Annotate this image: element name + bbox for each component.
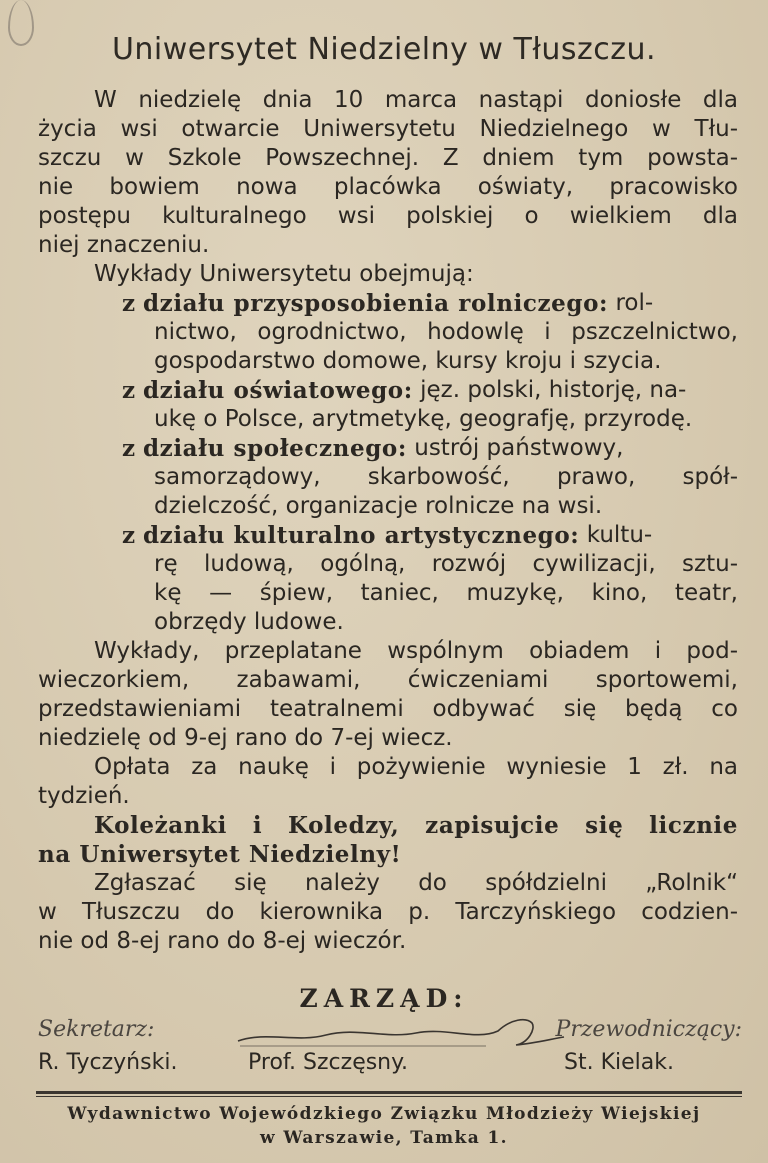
footer-rule-thin <box>36 1096 742 1097</box>
text-line: w Tłuszczu do kierownika p. Tarczyńskiego codzien- <box>38 899 738 925</box>
text-line: nie bowiem nowa placówka oświaty, pracowisko <box>38 174 738 200</box>
section-heading-line <box>38 289 738 318</box>
text-line: Zgłaszać się należy do spółdzielni „Rolnik“ <box>94 870 738 896</box>
chair-name: St. Kielak. <box>564 1050 674 1075</box>
section-heading-line <box>38 521 738 550</box>
text-line: samorządowy, skarbowość, prawo, spół- <box>154 464 738 490</box>
section-prefix: z <box>122 435 136 462</box>
board-roles <box>38 1017 742 1047</box>
text-line: postępu kulturalnego wsi polskiej o wielkiem dla <box>38 203 738 229</box>
text-line: obrzędy ludowe. <box>154 609 344 635</box>
text-line: wieczorkiem, zabawami, ćwiczeniami sportowemi, <box>38 667 738 693</box>
director-name: Prof. Szczęsny. <box>248 1050 409 1075</box>
text-line: niedzielę od 9-ej rano do 7-ej wiecz. <box>38 725 453 751</box>
text-line: Wykłady, przeplatane wspólnym obiadem i pod- <box>94 638 738 664</box>
text-line: Opłata za naukę i pożywienie wyniesie 1 zł. na <box>94 754 739 780</box>
section-text: kultu- <box>586 522 653 548</box>
secretary-role: Sekretarz: <box>38 1017 155 1042</box>
secretary-name: R. Tyczyński. <box>38 1050 178 1075</box>
page-title: Uniwersytet Niedzielny w Tłuszczu. <box>111 32 657 67</box>
chair-role: Przewodniczący: <box>555 1017 742 1042</box>
publisher-address: w Warszawie, Tamka 1. <box>259 1128 508 1148</box>
board-names <box>38 1050 742 1080</box>
text-line: gospodarstwo domowe, kursy kroju i szycia. <box>154 348 662 374</box>
text-line: szczu w Szkole Powszechnej. Z dniem tym powsta- <box>38 145 738 171</box>
board-heading: ZARZĄD: <box>299 984 469 1013</box>
text-line: kę — śpiew, taniec, muzykę, kino, teatr, <box>154 580 738 606</box>
text-line: tydzień. <box>38 783 130 809</box>
section-text: rol- <box>615 290 654 316</box>
lectures-intro: Wykłady Uniwersytetu obejmują: <box>94 261 474 287</box>
text-line: W niedzielę dnia 10 marca nastąpi doniosłe dla <box>94 87 739 113</box>
appeal-line: Koleżanki i Koledzy, zapisujcie się licznie <box>94 812 738 839</box>
text-line: nie od 8-ej rano do 8-ej wieczór. <box>38 928 407 954</box>
text-line: nictwo, ogrodnictwo, hodowlę i pszczelnictwo, <box>154 319 738 345</box>
footer-rule-thick <box>36 1091 742 1094</box>
section-heading: działu oświatowego: <box>142 377 413 404</box>
publisher-footer <box>0 1102 768 1150</box>
text-line: przedstawieniami teatralnemi odbywać się będą co <box>38 696 738 722</box>
text-line: życia wsi otwarcie Uniwersytetu Niedzielnego w Tłu- <box>38 116 738 142</box>
text-line: ukę o Polsce, arytmetykę, geografję, przyrodę. <box>154 406 693 432</box>
section-text: jęz. polski, historję, na- <box>420 377 687 403</box>
publisher-line: Wydawnictwo Wojewódzkiego Związku Młodzieży Wiejskiej <box>67 1104 701 1124</box>
section-prefix: z <box>122 522 136 549</box>
section-heading-line <box>38 434 738 463</box>
section-heading: działu przysposobienia rolniczego: <box>142 290 609 317</box>
section-prefix: z <box>122 377 136 404</box>
text-line: rę ludową, ogólną, rozwój cywilizacji, sztu- <box>154 551 738 577</box>
section-heading-line <box>38 376 738 405</box>
appeal-line: na Uniwersytet Niedzielny! <box>38 841 402 868</box>
text-line: dzielczość, organizacje rolnicze na wsi. <box>154 493 603 519</box>
director-role-handwritten <box>236 1013 566 1053</box>
section-prefix: z <box>122 290 136 317</box>
text-line: niej znaczeniu. <box>38 232 210 258</box>
document-body <box>38 86 738 956</box>
section-heading: działu kulturalno artystycznego: <box>142 522 580 549</box>
section-heading: działu społecznego: <box>142 435 407 462</box>
section-text: ustrój państwowy, <box>414 435 624 461</box>
